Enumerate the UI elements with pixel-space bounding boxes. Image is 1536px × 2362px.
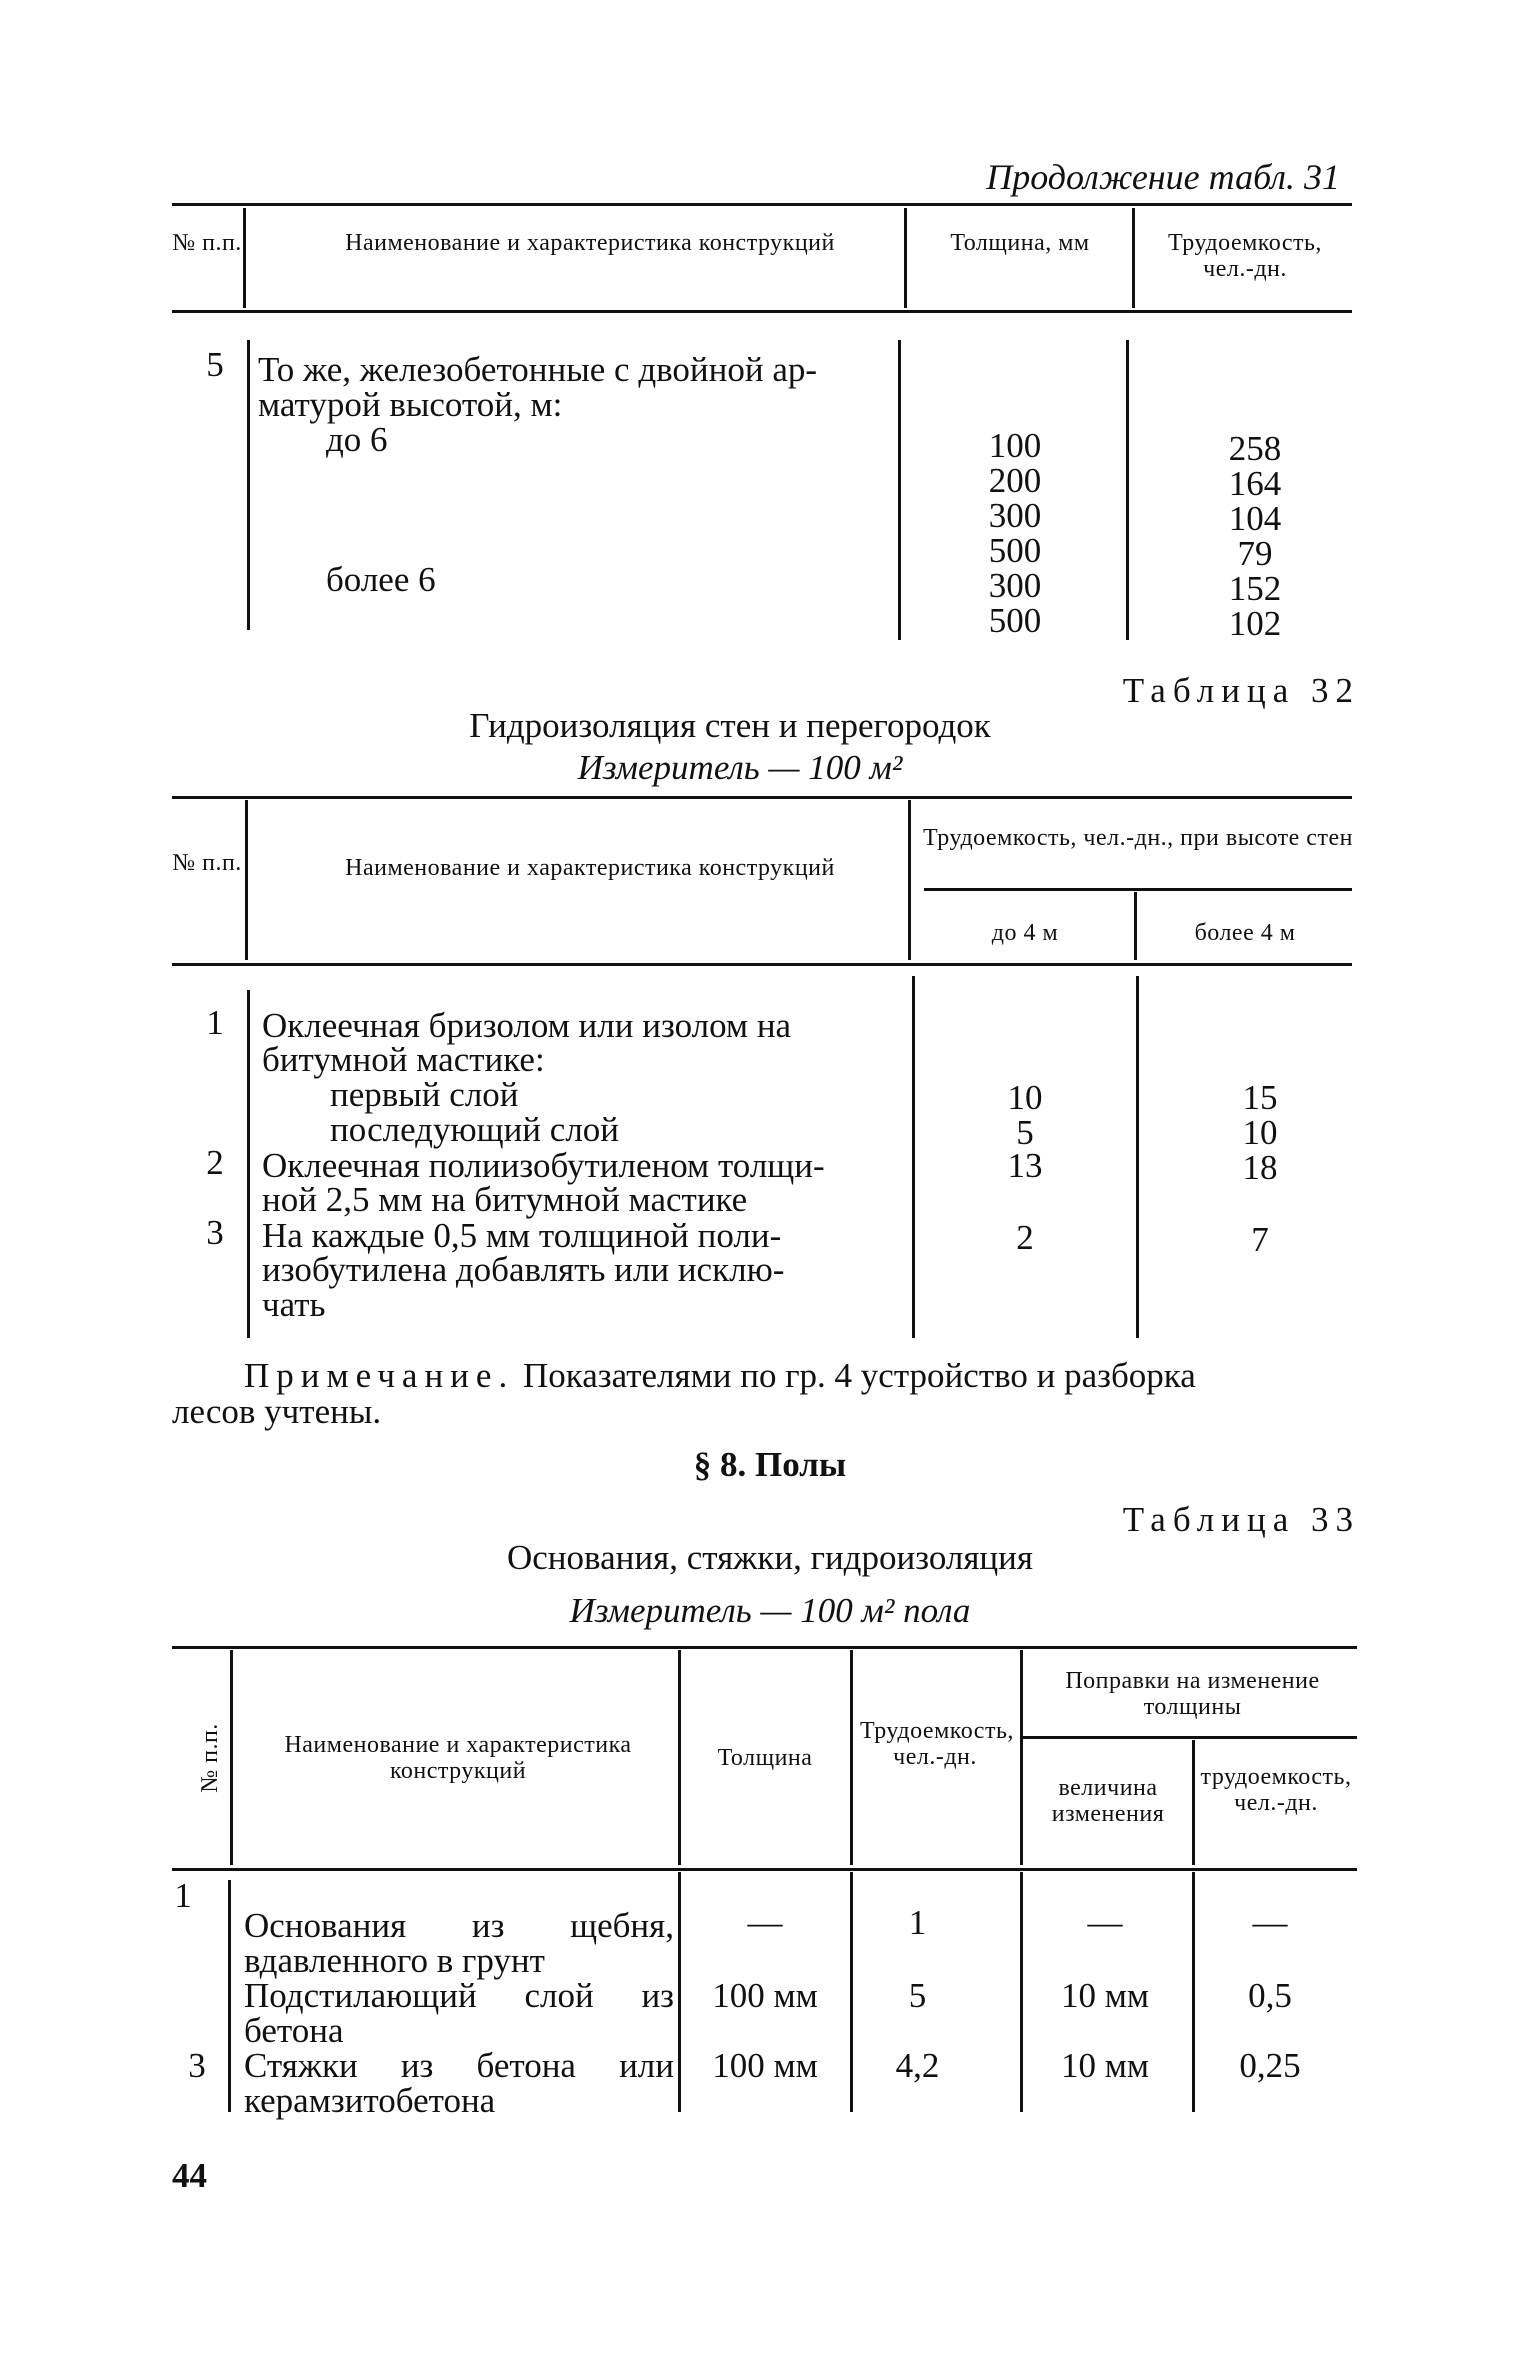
table31-thickness-value: 200 (988, 461, 1042, 500)
table32-row-num: 1 (206, 1003, 224, 1042)
table32-value-up-to-4: 10 (1007, 1078, 1043, 1117)
table33-labor-value: 5 (908, 1976, 927, 2015)
table32-header-labor: Трудоемкость, чел.-дн., при высоте стен (923, 825, 1353, 851)
table32-label: Таблица 32 (1122, 671, 1360, 710)
table33-labor-value: 1 (908, 1903, 927, 1942)
table33-col-divider (1020, 1872, 1023, 2112)
table31-labor-value: 79 (1237, 534, 1273, 573)
table33-header-change: величина изменения (1051, 1775, 1165, 1827)
table32-col-divider (908, 800, 911, 960)
table31-row-num: 5 (206, 345, 224, 384)
table33-col-divider (678, 1650, 681, 1865)
table32-col-divider (245, 800, 248, 960)
table32-row-text: Оклеечная полиизобутиленом толщи- (262, 1146, 825, 1185)
table32-row-text: чать (262, 1285, 326, 1324)
table33-header-labor: Трудоемкость, чел.-дн. (860, 1718, 1014, 1770)
table31-labor-value: 164 (1228, 464, 1282, 503)
table33-header-thickness: Толщина (717, 1745, 813, 1771)
note-text-continued: лесов учтены. (172, 1392, 382, 1431)
table31-col-divider (898, 340, 901, 640)
table32-row-text: ной 2,5 мм на битумной мастике (262, 1180, 748, 1219)
table33-measure: Измеритель — 100 м² пола (569, 1591, 971, 1630)
table33-col-divider (230, 1650, 233, 1865)
table33-col-divider (1020, 1650, 1023, 1865)
table32-value-up-to-4: 2 (1016, 1218, 1034, 1257)
table33-top-rule (172, 1646, 1357, 1649)
table32-header-over-4: более 4 м (1194, 920, 1296, 946)
table33-row-text: вдавленного в грунт (244, 1941, 545, 1980)
table31-thickness-value: 100 (988, 426, 1042, 465)
table32-col-divider (912, 976, 915, 1338)
table32-value-over-4: 18 (1242, 1148, 1278, 1187)
table33-col-divider (228, 1880, 231, 2112)
table33-labor2-value: — (1252, 1903, 1288, 1942)
table32-row-text: битумной мастике: (262, 1040, 545, 1079)
table33-subheader-rule (1022, 1736, 1357, 1739)
table32-row-num: 2 (206, 1143, 224, 1182)
table31-labor-value: 104 (1228, 499, 1282, 538)
table31-header-num: № п.п. (172, 230, 242, 256)
table31-header-labor: Трудоемкость, чел.-дн. (1168, 230, 1322, 282)
table31-thickness-value: 300 (988, 496, 1042, 535)
table32-value-over-4: 15 (1242, 1078, 1278, 1117)
table33-col-divider (850, 1650, 853, 1865)
table33-col-divider (1192, 1740, 1195, 1865)
table31-subrow-label: более 6 (326, 560, 436, 599)
table32-value-over-4: 10 (1242, 1113, 1278, 1152)
table33-col-divider (850, 1872, 853, 2112)
table33-col-divider (678, 1872, 681, 2112)
table32-header-rule (172, 963, 1352, 966)
table33-row-num: 3 (188, 2046, 206, 2085)
table32-value-up-to-4: 13 (1007, 1146, 1043, 1185)
table31-header-thickness: Толщина, мм (950, 230, 1090, 256)
table32-value-over-4: 7 (1251, 1220, 1269, 1259)
table32-value-up-to-4: 5 (1016, 1113, 1034, 1152)
table33-row-num: 1 (174, 1876, 192, 1915)
note-text: Показателями по гр. 4 устройство и разборка (522, 1356, 1196, 1395)
table33-change-value: 10 мм (1060, 1976, 1150, 2015)
table33-row-text: бетона (244, 2011, 344, 2050)
table32-row-text: последующий слой (330, 1110, 620, 1149)
table31-subrow-label: до 6 (326, 420, 388, 459)
continuation-label: Продолжение табл. 31 (986, 157, 1340, 197)
table33-row-text: Основания из щебня, (244, 1906, 674, 1945)
table33-thickness-value: — (747, 1903, 783, 1942)
table33-thickness-value: 100 мм (712, 2046, 818, 2085)
table32-header-num: № п.п. (172, 850, 242, 876)
table31-labor-value: 258 (1228, 429, 1282, 468)
table32-title: Гидроизоляция стен и перегородок (469, 706, 991, 745)
table32-col-divider (1136, 976, 1139, 1338)
table33-row-text: Подстилающий слой из (244, 1976, 674, 2015)
table33-header-num: № п.п. (197, 1723, 223, 1793)
table33-change-value: — (1087, 1903, 1123, 1942)
table33-header-name: Наименование и характеристика конструкций (284, 1732, 632, 1784)
table31-header-name: Наименование и характеристика конструкций (345, 230, 835, 256)
table33-labor2-value: 0,25 (1239, 2046, 1301, 2085)
table31-col-divider (243, 208, 246, 308)
table31-labor-value: 102 (1228, 604, 1282, 643)
note (244, 1358, 1354, 1393)
table32-subheader-rule (924, 888, 1352, 891)
table32-row-text: изобутилена добавлять или исклю- (262, 1250, 785, 1289)
table33-thickness-value: 100 мм (712, 1976, 818, 2015)
table31-thickness-value: 500 (988, 601, 1042, 640)
table31-row-text: матурой высотой, м: (258, 385, 563, 424)
table32-col-divider (1134, 892, 1137, 960)
table32-header-up-to-4: до 4 м (991, 920, 1059, 946)
table31-thickness-value: 300 (988, 566, 1042, 605)
table33-col-divider (1192, 1872, 1195, 2112)
table33-labor2-value: 0,5 (1248, 1976, 1292, 2015)
table32-row-text: Оклеечная бризолом или изолом на (262, 1006, 792, 1045)
table32-row-text: первый слой (330, 1075, 519, 1114)
table32-measure: Измеритель — 100 м² (577, 748, 903, 787)
table31-thickness-value: 500 (988, 531, 1042, 570)
table32-row-num: 3 (206, 1213, 224, 1252)
table31-labor-value: 152 (1228, 569, 1282, 608)
table31-col-divider (904, 208, 907, 308)
table33-title: Основания, стяжки, гидроизоляция (507, 1538, 1033, 1577)
table32-row-text: На каждые 0,5 мм толщиной поли- (262, 1216, 782, 1255)
table32-top-rule (172, 796, 1352, 799)
section-heading: § 8. Полы (693, 1445, 847, 1484)
page-number: 44 (172, 2156, 207, 2195)
table33-labor-value: 4,2 (895, 2046, 940, 2085)
table33-change-value: 10 мм (1060, 2046, 1150, 2085)
table31-header-rule (172, 310, 1352, 313)
table33-row-text: Стяжки из бетона или (244, 2046, 674, 2085)
table33-header-rule (172, 1868, 1357, 1871)
table32-col-divider (247, 990, 250, 1338)
note-label: Примечание. (244, 1356, 515, 1395)
table31-col-divider (1132, 208, 1135, 308)
table31-col-divider (1126, 340, 1129, 640)
table33-header-labor2: трудоемкость, чел.-дн. (1200, 1764, 1352, 1816)
table33-header-corrections: Поправки на изменение толщины (1065, 1668, 1320, 1720)
table31-col-divider (247, 340, 250, 630)
table31-top-rule (172, 203, 1352, 206)
table33-label: Таблица 33 (1122, 1500, 1360, 1539)
table33-row-text: керамзитобетона (244, 2081, 496, 2120)
table32-header-name: Наименование и характеристика конструкций (345, 855, 835, 881)
table31-row-text: То же, железобетонные с двойной ар- (258, 350, 818, 389)
